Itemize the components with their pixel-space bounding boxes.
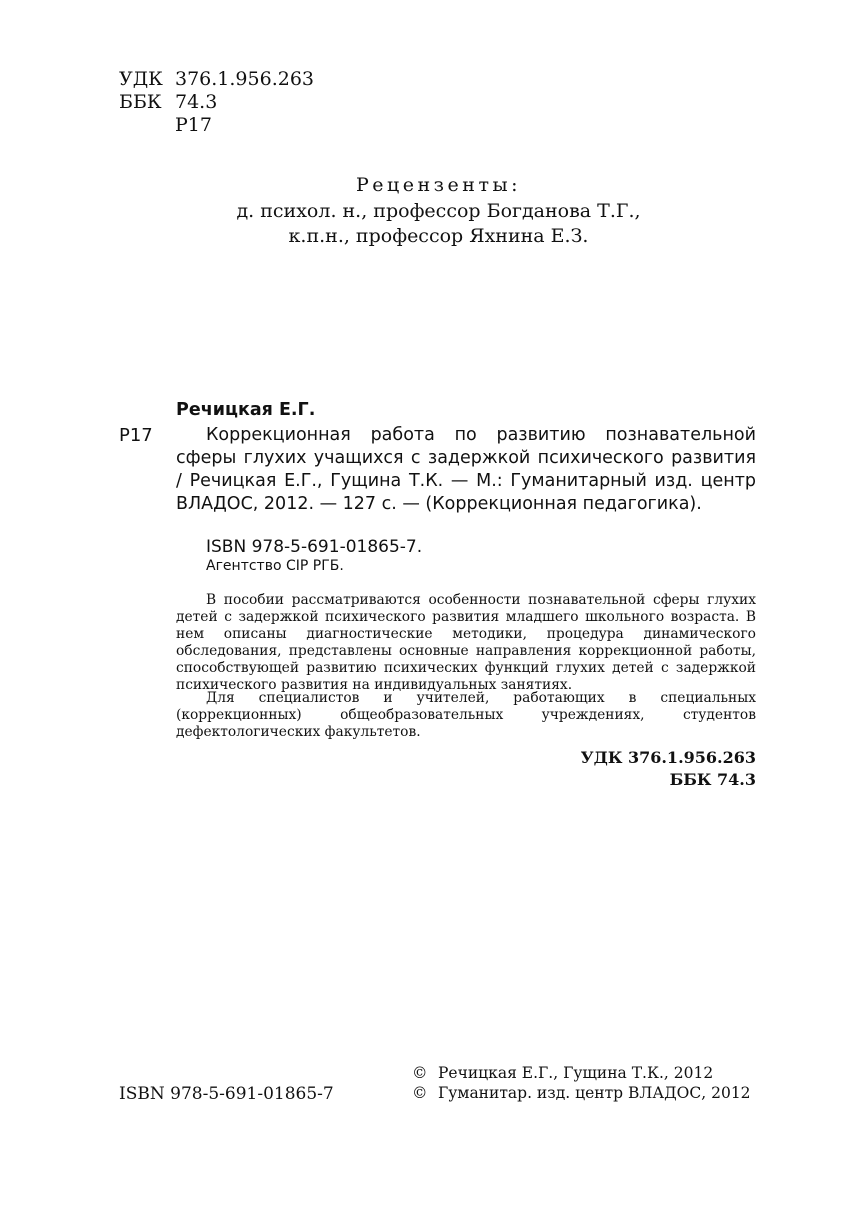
bbk-label: ББК: [119, 91, 162, 113]
card-description: Коррекционная работа по развитию познавательной сферы глухих учащихся с задержкой психического развития / Речицкая Е.Г., Гущина Т.К. — М.: Гуманитарный изд. центр ВЛАДОС, 2012. — 127 с. — (Коррекционная педагогика).: [176, 425, 756, 514]
udk-line: [119, 67, 314, 91]
annotation-udk: УДК 376.1.956.263: [580, 748, 756, 767]
annotation-bbk: ББК 74.3: [669, 770, 756, 789]
card-agency: Агентство CIP РГБ.: [206, 558, 344, 574]
card-isbn: ISBN 978-5-691-01865-7.: [206, 537, 423, 557]
card-author-mark: Р17: [119, 425, 153, 446]
reviewers-heading: Рецензенты:: [356, 174, 521, 196]
card-author: Речицкая Е.Г.: [176, 400, 316, 420]
copyright-text-1: Речицкая Е.Г., Гущина Т.К., 2012: [438, 1064, 714, 1082]
reviewer-line-1: д. психол. н., профессор Богданова Т.Г.,: [236, 200, 641, 222]
udk-label: УДК: [119, 68, 163, 90]
annotation-paragraph-1: В пособии рассматриваются особенности познавательной сферы глухих детей с задержкой психического развития младшего школьного возраста. В нем описаны диагностические методики, процедура динамического обследования, представлены основные направления коррекционной работы, способствующей развитию психических функций глухих детей с задержкой психического развития на индивидуальных занятиях.: [176, 592, 756, 693]
udk-value: 376.1.956.263: [175, 68, 315, 90]
bbk-line: [119, 90, 217, 114]
copyright-line-2: [412, 1084, 751, 1102]
copyright-icon: ©: [412, 1084, 428, 1102]
annotation-paragraph-2: Для специалистов и учителей, работающих в специальных (коррекционных) общеобразовательных учреждениях, студентов дефектологических факультетов.: [176, 690, 756, 740]
bbk-value: 74.3: [175, 91, 218, 113]
reviewer-line-2: к.п.н., профессор Яхнина Е.З.: [288, 225, 589, 247]
author-mark-line: [119, 113, 212, 137]
copyright-text-2: Гуманитар. изд. центр ВЛАДОС, 2012: [438, 1084, 751, 1102]
copyright-line-1: [412, 1064, 713, 1082]
copyright-icon: ©: [412, 1064, 428, 1082]
footer-isbn: ISBN 978-5-691-01865-7: [119, 1084, 334, 1104]
author-mark: Р17: [175, 114, 212, 136]
